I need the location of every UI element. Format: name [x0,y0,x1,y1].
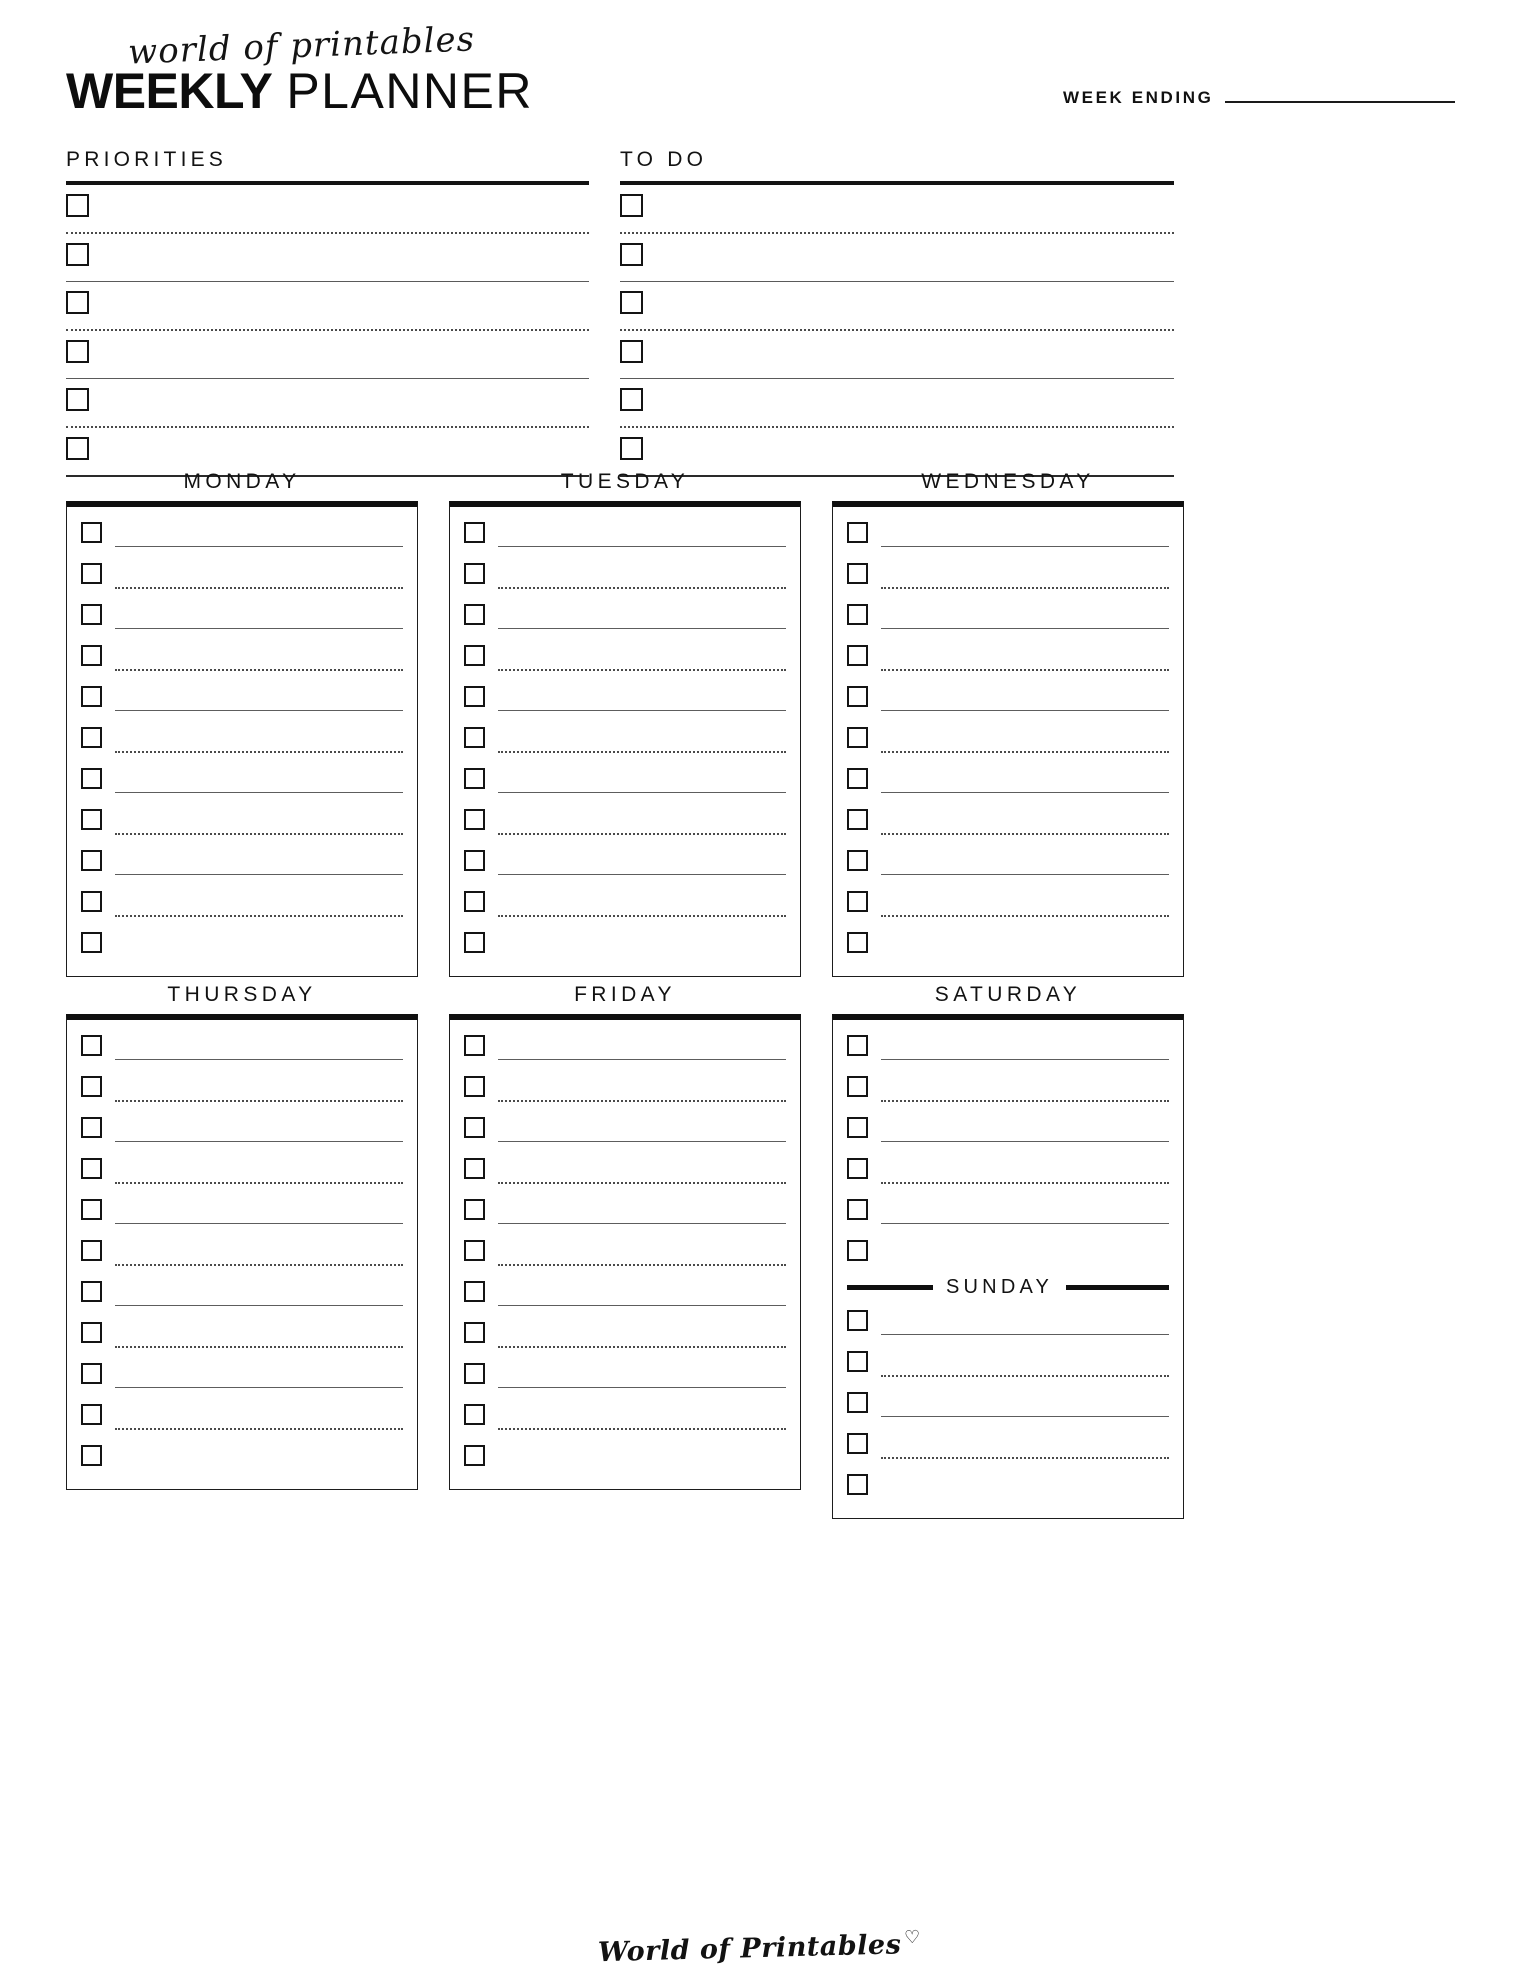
write-line[interactable] [115,792,403,793]
check-row[interactable] [66,185,589,232]
day-task-row[interactable] [847,638,1169,679]
todo-heading: TO DO [620,148,708,171]
footer-brand-text: World of Printables [597,1929,902,1968]
day-task-row[interactable] [464,638,786,679]
priorities-heading: PRIORITIES [66,148,228,171]
day-task-row[interactable] [847,1467,1169,1508]
day-task-row[interactable] [847,1385,1169,1426]
write-line[interactable] [498,1387,786,1388]
write-line[interactable] [115,546,403,547]
checkbox-icon[interactable] [847,1392,868,1413]
page-footer [0,1926,1519,1968]
sunday-rows [847,1303,1169,1508]
day-title-sunday: SUNDAY [946,1276,1054,1298]
top-sections [66,148,1456,477]
checkbox-icon[interactable] [847,1240,868,1261]
day-task-row[interactable] [464,1274,786,1315]
day-task-row[interactable] [464,1397,786,1438]
day-task-row[interactable] [81,1438,403,1479]
write-line[interactable] [498,1100,786,1102]
checkbox-icon[interactable] [81,1035,102,1056]
checkbox-icon[interactable] [620,340,643,363]
checkbox-icon[interactable] [81,522,102,543]
day-task-row[interactable] [81,1315,403,1356]
write-line[interactable] [498,833,786,835]
write-line[interactable] [498,792,786,793]
checkbox-icon[interactable] [81,1158,102,1179]
day-task-row[interactable] [464,802,786,843]
day-title-friday: FRIDAY [574,983,676,1006]
write-line[interactable] [498,1141,786,1142]
checkbox-icon[interactable] [620,194,643,217]
checkbox-icon[interactable] [620,291,643,314]
day-column-saturday-sunday [832,983,1184,1519]
day-task-row[interactable] [847,1151,1169,1192]
day-task-row[interactable] [847,925,1169,966]
check-row[interactable] [66,331,589,378]
day-column-wednesday [832,470,1184,977]
priorities-rows [66,185,589,477]
write-line[interactable] [115,1223,403,1224]
day-task-row[interactable] [81,761,403,802]
checkbox-icon[interactable] [66,388,89,411]
day-title-tuesday: TUESDAY [560,470,690,493]
todo-section [620,148,1174,477]
checkbox-icon[interactable] [464,1199,485,1220]
day-column-friday [449,983,801,1519]
checkbox-icon[interactable] [81,1199,102,1220]
day-task-row[interactable] [847,1303,1169,1344]
brand-script-logo: world of printables [127,19,476,73]
day-title-monday: MONDAY [183,470,301,493]
write-line[interactable] [115,915,403,917]
write-line[interactable] [498,1428,786,1430]
day-task-row[interactable] [464,884,786,925]
day-task-row[interactable] [81,1356,403,1397]
day-task-row[interactable] [81,1151,403,1192]
day-task-row[interactable] [81,679,403,720]
check-row[interactable] [66,234,589,281]
day-task-row[interactable] [464,720,786,761]
checkbox-icon[interactable] [66,243,89,266]
checkbox-icon[interactable] [847,809,868,830]
day-task-row[interactable] [847,1344,1169,1385]
checkbox-icon[interactable] [847,1351,868,1372]
checkbox-icon[interactable] [464,604,485,625]
write-line[interactable] [115,1141,403,1142]
day-task-row[interactable] [847,1028,1169,1069]
week-ending-write-line[interactable] [1225,101,1455,103]
checkbox-icon[interactable] [847,1433,868,1454]
day-column-thursday [66,983,418,1519]
checkbox-icon[interactable] [847,1310,868,1331]
day-title-saturday: SATURDAY [934,983,1082,1006]
checkbox-icon[interactable] [464,809,485,830]
checkbox-icon[interactable] [847,850,868,871]
day-task-row[interactable] [464,556,786,597]
day-task-row[interactable] [847,1426,1169,1467]
checkbox-icon[interactable] [464,645,485,666]
day-task-row[interactable] [81,925,403,966]
write-line[interactable] [498,628,786,629]
checkbox-icon[interactable] [66,437,89,460]
write-line[interactable] [881,628,1169,629]
write-line[interactable] [881,1375,1169,1377]
checkbox-icon[interactable] [81,727,102,748]
check-row[interactable] [66,379,589,426]
write-line[interactable] [115,1264,403,1266]
checkbox-icon[interactable] [81,686,102,707]
checkbox-icon[interactable] [464,850,485,871]
footer-brand-script [598,1927,922,1968]
day-task-row[interactable] [81,843,403,884]
checkbox-icon[interactable] [464,1363,485,1384]
day-column-tuesday [449,470,801,977]
day-task-row[interactable] [464,1438,786,1479]
checkbox-icon[interactable] [464,1404,485,1425]
checkbox-icon[interactable] [81,932,102,953]
day-task-row[interactable] [464,925,786,966]
write-line[interactable] [881,874,1169,875]
day-task-row[interactable] [81,1192,403,1233]
checkbox-icon[interactable] [847,727,868,748]
checkbox-icon[interactable] [464,1035,485,1056]
write-line[interactable] [115,1387,403,1388]
write-line[interactable] [881,1141,1169,1142]
write-line[interactable] [881,1457,1169,1459]
day-task-row[interactable] [464,1233,786,1274]
checkbox-icon[interactable] [620,243,643,266]
checkbox-icon[interactable] [847,1076,868,1097]
day-task-row[interactable] [81,802,403,843]
write-line[interactable] [881,669,1169,671]
day-task-row[interactable] [81,597,403,638]
day-task-row[interactable] [464,1192,786,1233]
day-task-row[interactable] [847,1233,1169,1274]
day-task-row[interactable] [847,884,1169,925]
sunday-divider [847,1276,1169,1299]
write-line[interactable] [881,833,1169,835]
checkbox-icon[interactable] [620,388,643,411]
checkbox-icon[interactable] [464,768,485,789]
sunday-rule-right [1066,1285,1169,1290]
write-line[interactable] [881,1182,1169,1184]
day-task-row[interactable] [847,679,1169,720]
day-task-row[interactable] [81,1233,403,1274]
write-line[interactable] [881,751,1169,753]
checkbox-icon[interactable] [81,1281,102,1302]
write-line[interactable] [498,874,786,875]
page-title [66,62,533,120]
check-row[interactable] [620,185,1174,232]
write-line[interactable] [881,710,1169,711]
check-row[interactable] [66,282,589,329]
write-line[interactable] [115,669,403,671]
checkbox-icon[interactable] [81,1363,102,1384]
write-line[interactable] [881,1223,1169,1224]
day-task-row[interactable] [464,843,786,884]
checkbox-icon[interactable] [464,563,485,584]
day-task-row[interactable] [464,597,786,638]
day-row-top [66,470,1456,977]
checkbox-icon[interactable] [81,850,102,871]
day-title-wednesday: WEDNESDAY [921,470,1095,493]
checkbox-icon[interactable] [847,1474,868,1495]
day-task-row[interactable] [847,1110,1169,1151]
day-task-row[interactable] [464,1356,786,1397]
checkbox-icon[interactable] [464,1117,485,1138]
write-line[interactable] [115,1059,403,1060]
day-row-bottom [66,983,1456,1519]
check-row[interactable] [66,428,589,475]
write-line[interactable] [881,546,1169,547]
checkbox-icon[interactable] [81,809,102,830]
day-box-thursday[interactable] [66,1014,418,1490]
write-line[interactable] [498,1059,786,1060]
checkbox-icon[interactable] [81,1076,102,1097]
checkbox-icon[interactable] [66,291,89,314]
checkbox-icon[interactable] [847,1158,868,1179]
page-title-planner: PLANNER [286,63,533,119]
checkbox-icon[interactable] [464,891,485,912]
day-title-thursday: THURSDAY [167,983,317,1006]
day-column-monday [66,470,418,977]
saturday-rows [847,1028,1169,1274]
checkbox-icon[interactable] [81,1322,102,1343]
day-task-row[interactable] [847,761,1169,802]
day-task-row[interactable] [464,515,786,556]
write-line[interactable] [881,587,1169,589]
write-line[interactable] [881,1334,1169,1335]
checkbox-icon[interactable] [81,768,102,789]
day-task-row[interactable] [81,1028,403,1069]
checkbox-icon[interactable] [464,1240,485,1261]
checkbox-icon[interactable] [847,932,868,953]
checkbox-icon[interactable] [464,686,485,707]
write-line[interactable] [498,669,786,671]
page-header [0,0,1519,132]
write-line[interactable] [498,587,786,589]
write-line[interactable] [115,1305,403,1306]
checkbox-icon[interactable] [81,645,102,666]
day-task-row[interactable] [81,1110,403,1151]
write-line[interactable] [498,915,786,917]
checkbox-icon[interactable] [81,1445,102,1466]
checkbox-icon[interactable] [847,563,868,584]
day-task-row[interactable] [81,638,403,679]
day-task-row[interactable] [847,843,1169,884]
write-line[interactable] [115,628,403,629]
write-line[interactable] [498,710,786,711]
checkbox-icon[interactable] [81,563,102,584]
day-box-monday[interactable] [66,501,418,977]
checkbox-icon[interactable] [464,1076,485,1097]
check-row[interactable] [620,282,1174,329]
checkbox-icon[interactable] [464,1445,485,1466]
day-task-row[interactable] [81,720,403,761]
day-task-row[interactable] [464,1069,786,1110]
day-task-row[interactable] [847,802,1169,843]
day-box-tuesday[interactable] [449,501,801,977]
checkbox-icon[interactable] [81,1117,102,1138]
day-task-row[interactable] [464,1315,786,1356]
checkbox-icon[interactable] [81,1404,102,1425]
write-line[interactable] [881,915,1169,917]
checkbox-icon[interactable] [464,932,485,953]
check-row[interactable] [620,379,1174,426]
checkbox-icon[interactable] [81,604,102,625]
write-line[interactable] [115,1428,403,1430]
check-row[interactable] [620,234,1174,281]
day-grid [66,470,1456,1519]
write-line[interactable] [115,751,403,753]
sunday-rule-left [847,1285,933,1290]
checkbox-icon[interactable] [847,1035,868,1056]
day-task-row[interactable] [847,1192,1169,1233]
day-task-row[interactable] [81,556,403,597]
day-task-row[interactable] [81,515,403,556]
day-box-wednesday[interactable] [832,501,1184,977]
day-task-row[interactable] [464,1110,786,1151]
checkbox-icon[interactable] [847,891,868,912]
checkbox-icon[interactable] [66,194,89,217]
checkbox-icon[interactable] [847,645,868,666]
checkbox-icon[interactable] [847,1117,868,1138]
check-row[interactable] [620,428,1174,475]
day-task-row[interactable] [81,884,403,925]
checkbox-icon[interactable] [464,522,485,543]
write-line[interactable] [115,874,403,875]
day-task-row[interactable] [81,1397,403,1438]
checkbox-icon[interactable] [620,437,643,460]
write-line[interactable] [115,1100,403,1102]
write-line[interactable] [498,751,786,753]
checkbox-icon[interactable] [81,891,102,912]
checkbox-icon[interactable] [464,727,485,748]
todo-rows [620,185,1174,477]
write-line[interactable] [498,1305,786,1306]
day-task-row[interactable] [464,1151,786,1192]
write-line[interactable] [881,1416,1169,1417]
day-box-saturday-sunday[interactable] [832,1014,1184,1519]
checkbox-icon[interactable] [81,1240,102,1261]
checkbox-icon[interactable] [847,686,868,707]
day-task-row[interactable] [847,556,1169,597]
day-task-row[interactable] [464,679,786,720]
write-line[interactable] [498,546,786,547]
checkbox-icon[interactable] [464,1281,485,1302]
write-line[interactable] [115,1346,403,1348]
day-task-row[interactable] [847,1069,1169,1110]
heart-icon: ♡ [903,1926,922,1949]
write-line[interactable] [498,1346,786,1348]
checkbox-icon[interactable] [847,604,868,625]
day-task-row[interactable] [464,761,786,802]
checkbox-icon[interactable] [847,522,868,543]
checkbox-icon[interactable] [464,1322,485,1343]
priorities-section [66,148,589,477]
day-task-row[interactable] [847,597,1169,638]
write-line[interactable] [115,587,403,589]
day-task-row[interactable] [847,515,1169,556]
page-title-weekly: WEEKLY [66,63,273,119]
write-line[interactable] [115,1182,403,1184]
write-line[interactable] [115,833,403,835]
check-row[interactable] [620,331,1174,378]
day-box-friday[interactable] [449,1014,801,1490]
write-line[interactable] [881,1100,1169,1102]
week-ending-label: WEEK ENDING [1063,88,1214,107]
checkbox-icon[interactable] [847,1199,868,1220]
write-line[interactable] [881,792,1169,793]
write-line[interactable] [498,1223,786,1224]
write-line[interactable] [498,1182,786,1184]
write-line[interactable] [881,1059,1169,1060]
write-line[interactable] [498,1264,786,1266]
checkbox-icon[interactable] [847,768,868,789]
checkbox-icon[interactable] [464,1158,485,1179]
day-task-row[interactable] [464,1028,786,1069]
day-task-row[interactable] [847,720,1169,761]
day-task-row[interactable] [81,1069,403,1110]
day-task-row[interactable] [81,1274,403,1315]
write-line[interactable] [115,710,403,711]
checkbox-icon[interactable] [66,340,89,363]
week-ending-field[interactable] [1063,88,1455,108]
